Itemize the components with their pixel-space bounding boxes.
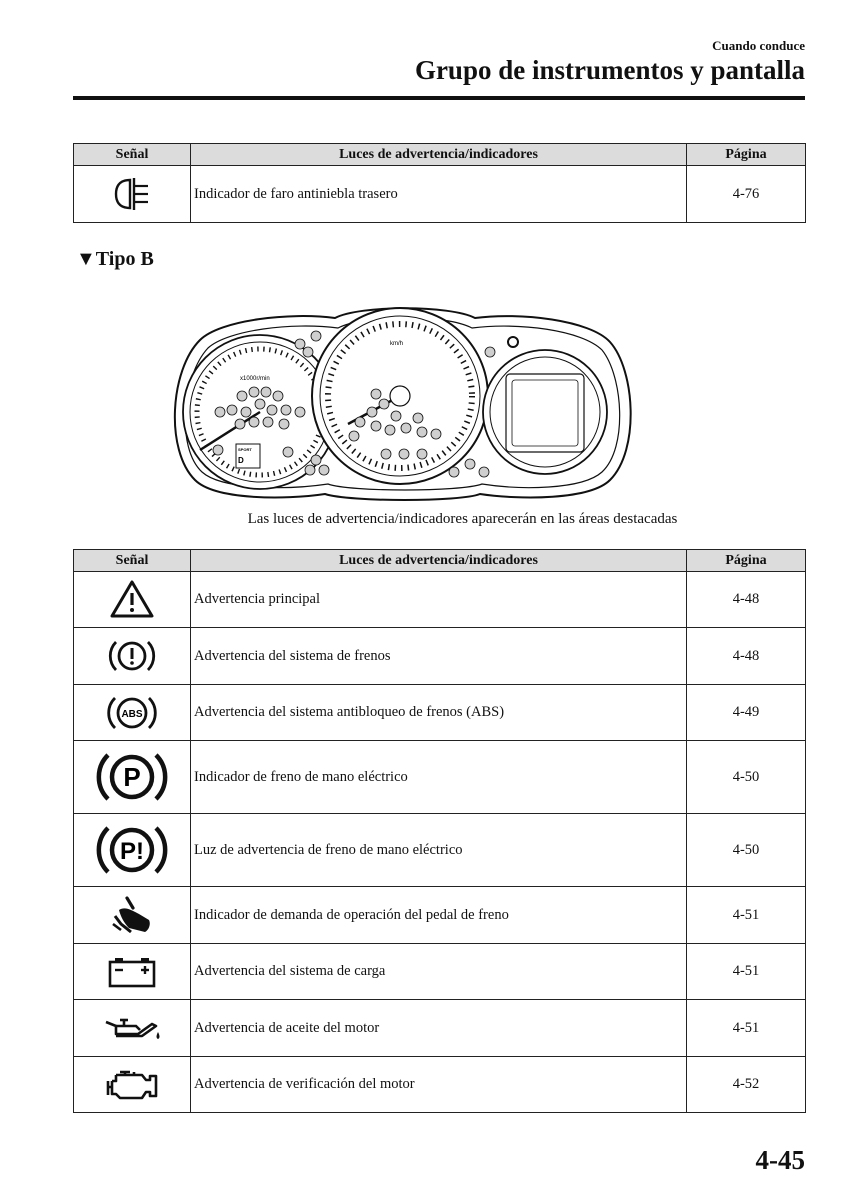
instrument-cluster-diagram [160,300,644,505]
page-reference: 4-52 [687,1057,806,1113]
brake-pedal-demand-icon [109,894,155,936]
table-header-row [74,144,806,166]
multi-info-display [483,350,607,474]
column-header-signal: Señal [74,144,191,166]
page-reference: 4-48 [687,572,806,628]
page-reference: 4-51 [687,887,806,944]
parking-brake-warning-icon [94,819,170,881]
table-header-row [74,550,806,572]
signal-cell [74,628,191,685]
gear-indicator: D [238,456,244,465]
light-description: Advertencia del sistema antibloqueo de frenos (ABS) [191,685,687,741]
abs-text: ABS [121,708,143,720]
signal-cell [74,887,191,944]
battery-icon [106,954,158,990]
table-row [74,1057,806,1113]
light-description: Advertencia principal [191,572,687,628]
parking-p-text: P [123,762,141,792]
page-reference: 4-51 [687,1000,806,1057]
engine-check-icon [102,1067,162,1103]
column-header-page: Página [687,550,806,572]
rear-fog-light-icon [110,174,154,214]
column-header-lights: Luces de advertencia/indicadores [191,550,687,572]
page-reference: 4-48 [687,628,806,685]
signal-cell [74,1000,191,1057]
light-description: Indicador de faro antiniebla trasero [191,166,687,223]
page-reference: 4-50 [687,814,806,887]
signal-cell [74,1057,191,1113]
section-heading [76,248,154,271]
page-number: 4-45 [755,1145,805,1175]
signal-cell [74,685,191,741]
light-description: Indicador de freno de mano eléctrico [191,741,687,814]
signal-cell [74,814,191,887]
section-title: Tipo B [95,248,154,270]
signal-cell [74,741,191,814]
light-description: Advertencia de aceite del motor [191,1000,687,1057]
tach-unit-label: x1000r/min [240,376,270,382]
page-reference: 4-51 [687,944,806,1000]
signal-cell [74,166,191,223]
parking-warning-text: P! [120,838,144,865]
abs-icon [106,691,158,735]
table-row [74,572,806,628]
light-description: Advertencia del sistema de frenos [191,628,687,685]
table-row [74,628,806,685]
signal-cell [74,572,191,628]
table-row [74,1000,806,1057]
page-reference: 4-49 [687,685,806,741]
column-header-lights: Luces de advertencia/indicadores [191,144,687,166]
page-title: Grupo de instrumentos y pantalla [414,55,805,85]
parking-brake-icon [94,746,170,808]
light-description: Advertencia del sistema de carga [191,944,687,1000]
table-row [74,887,806,944]
speed-unit-label: km/h [390,341,404,347]
header-rule [73,96,805,100]
brake-system-icon [106,634,158,678]
column-header-page: Página [687,144,806,166]
signal-cell [74,944,191,1000]
table-row [74,685,806,741]
figure-caption: Las luces de advertencia/indicadores aparecerán en las áreas destacadas [247,511,678,527]
indicator-table-2 [73,549,806,1113]
page-reference: 4-76 [687,166,806,223]
page-reference: 4-50 [687,741,806,814]
table-row [74,944,806,1000]
light-description: Luz de advertencia de freno de mano eléctrico [191,814,687,887]
table-row [74,814,806,887]
indicator-table-1 [73,143,806,223]
column-header-signal: Señal [74,550,191,572]
oil-can-icon [102,1012,162,1044]
chapter-label: Cuando conduce [712,38,805,53]
warning-triangle-icon [108,578,156,622]
triangle-marker-icon: ▼ [76,248,96,270]
sport-label: SPORT [238,447,252,452]
table-row [74,741,806,814]
light-description: Indicador de demanda de operación del pedal de freno [191,887,687,944]
light-description: Advertencia de verificación del motor [191,1057,687,1113]
table-row [74,166,806,223]
